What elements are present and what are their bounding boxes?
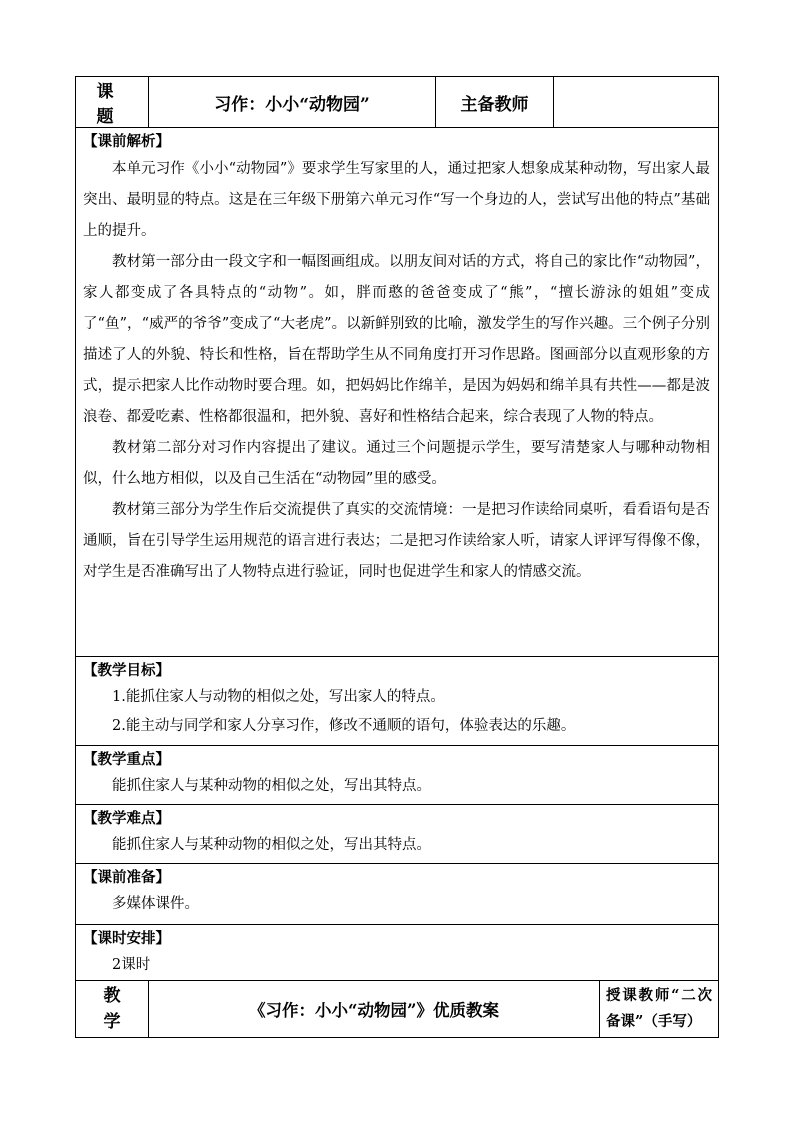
topic-title: 习作：小小“动物园” xyxy=(149,77,436,128)
analysis-paragraph-2: 教材第一部分由一段文字和一幅图画组成。以朋友间对话的方式，将自己的家比作“动物园”，家人都变成了各具特点的“动物”。如，胖而憨的爸爸变成了“熊”，“擅长游泳的姐姐”变成了“鱼”，“威严的爷爷”变成了“大老虎”。以新鲜别致的比喻，激发学生的写作兴趣。三个例子分别描述了人的外貌、特长和性格，旨在帮助学生从不同角度打开习作思路。图画部分以直观形象的方式，提示把家人比作动物时要合理。如，把妈妈比作绵羊，是因为妈妈和绵羊具有共性——都是波浪卷、都爱吃素、性格都很温和，把外貌、喜好和性格结合起来，综合表现了人物的特点。 xyxy=(83,254,710,425)
goal-item-1: 1.能抓住家人与动物的相似之处，写出家人的特点。 xyxy=(112,689,445,705)
analysis-section xyxy=(76,128,719,657)
analysis-heading: 【课前解析】 xyxy=(83,133,170,150)
teaching-label-line-1: 教 xyxy=(103,986,121,1006)
lead-teacher-label: 主备教师 xyxy=(436,77,554,128)
analysis-paragraph-3: 教材第二部分对习作内容提出了建议。通过三个问题提示学生，要写清楚家人与哪种动物相似，什么地方相似，以及自己生活在“动物园”里的感受。 xyxy=(83,440,710,487)
footer-row xyxy=(76,981,719,1038)
goals-row xyxy=(76,657,719,746)
difficulties-row xyxy=(76,805,719,864)
header-row xyxy=(76,77,719,128)
lesson-plan-sheet xyxy=(75,76,718,1038)
difficulties-section xyxy=(76,805,719,864)
preparation-section xyxy=(76,864,719,925)
key-points-heading: 【教学重点】 xyxy=(83,751,170,768)
teaching-label xyxy=(76,981,149,1038)
preparation-heading: 【课前准备】 xyxy=(83,869,170,886)
analysis-row xyxy=(76,128,719,657)
lesson-plan-table xyxy=(75,76,719,1038)
schedule-section xyxy=(76,925,719,981)
key-points-section xyxy=(76,746,719,805)
lead-teacher-value[interactable] xyxy=(554,77,719,128)
difficulties-heading: 【教学难点】 xyxy=(83,810,170,827)
key-points-text: 能抓住家人与某种动物的相似之处，写出其特点。 xyxy=(112,778,431,794)
topic-label: 课 题 xyxy=(76,77,149,128)
schedule-text: 2课时 xyxy=(112,957,151,973)
lesson-plan-title: 《习作：小小“动物园”》优质教案 xyxy=(149,981,600,1038)
difficulties-text: 能抓住家人与某种动物的相似之处，写出其特点。 xyxy=(112,837,431,853)
goal-item-2: 2.能主动与同学和家人分享习作，修改不通顺的语句，体验表达的乐趣。 xyxy=(112,718,576,734)
key-points-row xyxy=(76,746,719,805)
schedule-row xyxy=(76,925,719,981)
goals-heading: 【教学目标】 xyxy=(83,662,170,679)
goals-section xyxy=(76,657,719,746)
analysis-paragraph-1: 本单元习作《小小“动物园”》要求学生写家里的人，通过把家人想象成某种动物，写出家人最突出、最明显的特点。这是在三年级下册第六单元习作“写一个身边的人，尝试写出他的特点”基础上的提升。 xyxy=(83,161,710,239)
teaching-label-line-2: 学 xyxy=(103,1012,121,1032)
analysis-paragraph-4: 教材第三部分为学生作后交流提供了真实的交流情境：一是把习作读给同桌听，看看语句是否通顺，旨在引导学生运用规范的语言进行表达；二是把习作读给家人听，请家人评评写得像不像，对学生是否准确写出了人物特点进行验证，同时也促进学生和家人的情感交流。 xyxy=(83,502,710,580)
second-prep-note: 授课教师“二次备课”（手写） xyxy=(600,981,719,1038)
schedule-heading: 【课时安排】 xyxy=(83,930,170,947)
preparation-text: 多媒体课件。 xyxy=(112,896,199,912)
preparation-row xyxy=(76,864,719,925)
